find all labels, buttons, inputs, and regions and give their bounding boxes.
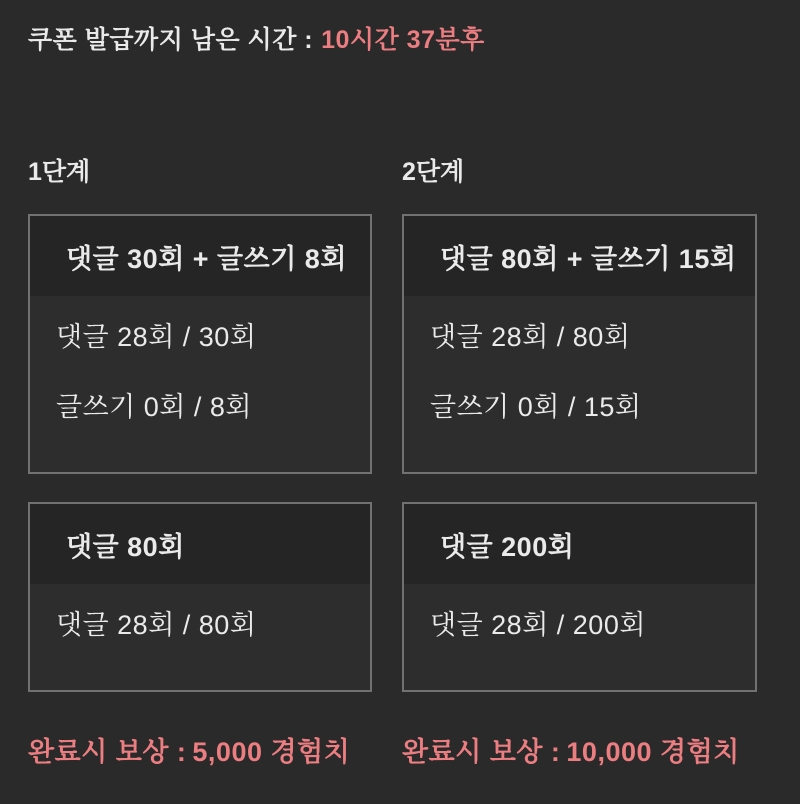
coupon-countdown — [28, 20, 800, 56]
reward-label: 완료시 보상 : — [402, 737, 561, 767]
stage-1-mission-card-2 — [28, 502, 372, 692]
progress-line-posts: 글쓰기 0회 / 15회 — [430, 392, 642, 422]
reward-value: 5,000 경험치 — [192, 737, 351, 767]
reward-value: 10,000 경험치 — [566, 737, 740, 767]
stage-columns — [28, 152, 800, 769]
stage-column-1 — [28, 152, 372, 769]
stage-2-mission-card-2 — [402, 502, 757, 692]
progress-line-posts: 글쓰기 0회 / 8회 — [56, 392, 252, 422]
mission-card-body — [404, 584, 755, 640]
mission-card-body — [30, 296, 370, 422]
mission-card-header — [30, 504, 370, 584]
stage-2-title: 2단계 — [402, 158, 465, 186]
stage-1-reward — [28, 730, 372, 769]
stage-2-mission-card-1 — [402, 214, 757, 474]
stage-1-title: 1단계 — [28, 158, 91, 186]
mission-title: 댓글 80회 + 글쓰기 15회 — [440, 243, 737, 274]
mission-card-header — [30, 216, 370, 296]
progress-line-comments: 댓글 28회 / 80회 — [430, 322, 631, 352]
progress-line-comments: 댓글 28회 / 80회 — [56, 610, 257, 640]
countdown-value: 10시간 37분후 — [321, 26, 485, 54]
stage-2-reward — [402, 730, 757, 769]
mission-card-body — [30, 584, 370, 640]
mission-title: 댓글 200회 — [440, 531, 575, 562]
progress-line-comments: 댓글 28회 / 30회 — [56, 322, 257, 352]
stage-1-mission-card-1 — [28, 214, 372, 474]
progress-line-comments: 댓글 28회 / 200회 — [430, 610, 646, 640]
mission-card-body — [404, 296, 755, 422]
countdown-label: 쿠폰 발급까지 남은 시간 : — [28, 26, 314, 54]
mission-title: 댓글 30회 + 글쓰기 8회 — [66, 243, 347, 274]
reward-label: 완료시 보상 : — [28, 737, 187, 767]
stage-column-2 — [402, 152, 757, 769]
mission-card-header — [404, 216, 755, 296]
mission-title: 댓글 80회 — [66, 531, 185, 562]
mission-card-header — [404, 504, 755, 584]
